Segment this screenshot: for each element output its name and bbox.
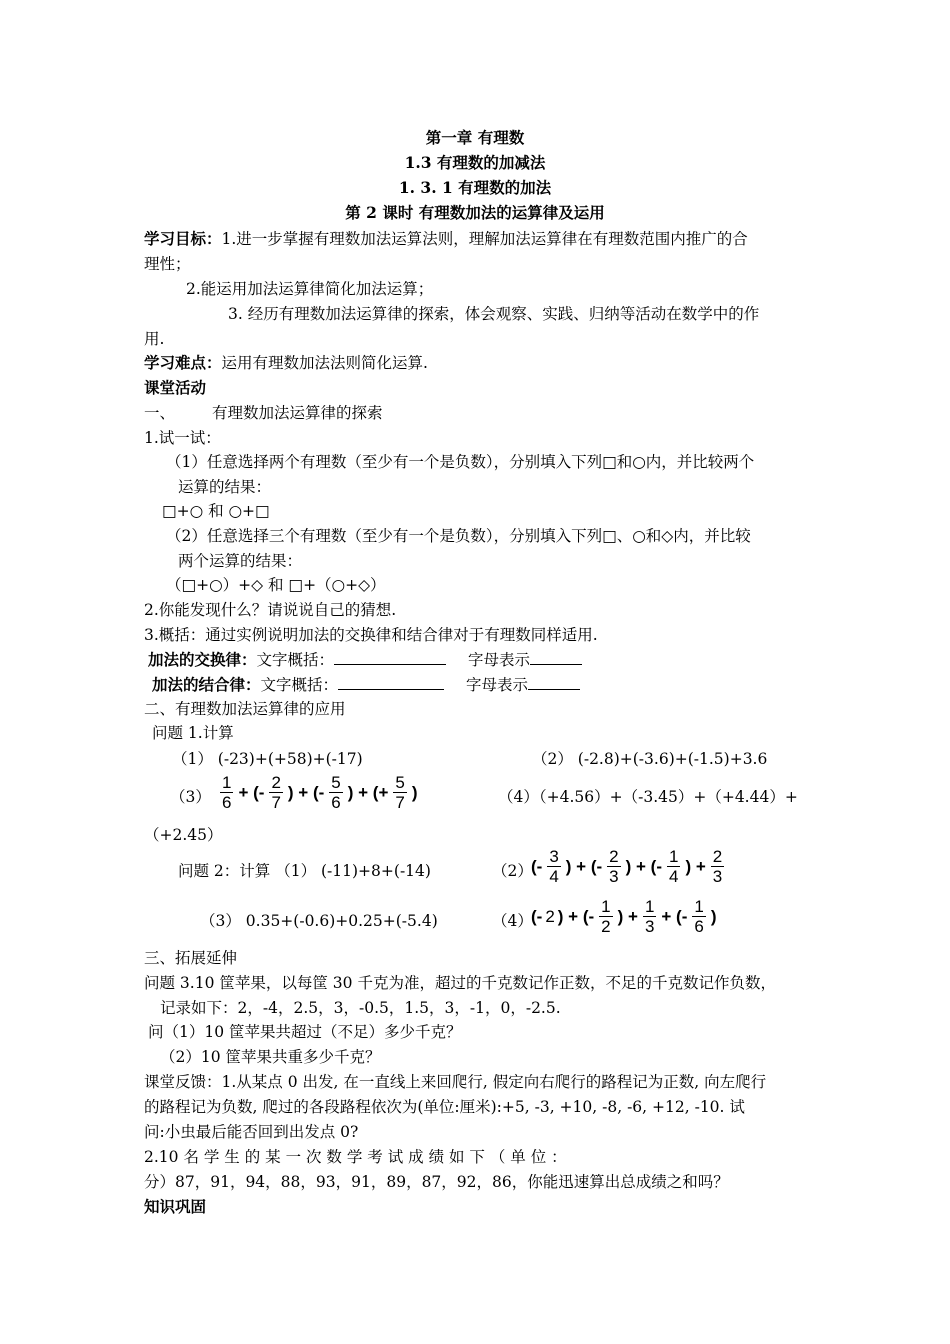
chapter-title: 第一章 有理数	[425, 128, 525, 147]
feedback-line-3: 问:小虫最后能否回到出发点 0?	[144, 1123, 359, 1141]
p2-item-4-expression: (- 2 ) + (- $\frac{1}{2}$ ) + $\frac{1}{3}$ + (- $\frac{1}{6}$ )	[531, 897, 717, 936]
q1-line-b: 运算的结果：	[178, 478, 272, 496]
q1-expression: □+○ 和 ○+□	[162, 502, 270, 520]
p2-item-4-label: （4）	[492, 912, 533, 930]
fraction: $\frac{3}{4}$	[549, 847, 559, 886]
commutative-letter-label: 字母表示	[468, 651, 531, 669]
problem3-line-c: 问（1）10 筐苹果共超过（不足）多少千克？	[148, 1023, 462, 1041]
commutative-label: 加法的交换律：	[148, 650, 257, 669]
associative-letter-blank[interactable]	[528, 675, 580, 690]
associative-letter-label: 字母表示	[466, 676, 529, 694]
lesson-title: 第 2 课时 有理数加法的运算律及运用	[345, 203, 605, 222]
goals-label: 学习目标：	[144, 229, 222, 248]
p1-item-3-expression: $\frac{1}{6}$ + (- $\frac{2}{7}$ ) + (- $\frac{5}{6}$ ) + (+ $\frac{5}{7}$ )	[222, 773, 418, 812]
p1-item-4: （4）（+4.56）+（-3.45）+（+4.44）+	[498, 788, 798, 806]
goal-1b: 理性；	[144, 255, 191, 273]
p2-item-2-label: （2）	[492, 862, 533, 880]
part3-heading: 三、拓展延伸	[144, 949, 238, 967]
feedback-line-2: 的路程记为负数, 爬过的各段路程依次为(单位:厘米):+5, -3, +10, -8, -6, +12, -10. 试	[144, 1098, 745, 1116]
difficulty-text: 运用有理数加法法则简化运算.	[221, 354, 428, 372]
p1-item-4-continued: （+2.45）	[144, 826, 223, 844]
q2-line-b: 两个运算的结果：	[178, 552, 303, 570]
fraction: $\frac{1}{6}$	[222, 773, 232, 812]
associative-label: 加法的结合律：	[152, 675, 261, 694]
problem3-line-d: （2）10 筐苹果共重多少千克？	[160, 1048, 381, 1066]
problem3-line-b: 记录如下：2，-4，2.5，3，-0.5，1.5，3，-1，0，-2.5.	[160, 999, 561, 1017]
part1-heading-text: 有理数加法运算律的探索	[212, 404, 383, 422]
consolidate-heading: 知识巩固	[144, 1197, 207, 1216]
discover-line: 2.你能发现什么？请说说自己的猜想.	[144, 601, 397, 619]
goal-3a: 3. 经历有理数加法运算律的探索，体会观察、实践、归纳等活动在数学中的作	[228, 305, 760, 323]
fraction: $\frac{2}{7}$	[271, 773, 281, 812]
commutative-line	[148, 650, 582, 670]
p1-item-3-label: （3）	[170, 788, 211, 806]
difficulty-label: 学习难点：	[144, 353, 222, 372]
fraction: $\frac{5}{6}$	[331, 773, 341, 812]
difficulty-line	[144, 353, 428, 373]
commutative-text-label: 文字概括：	[256, 651, 335, 669]
fraction: $\frac{1}{6}$	[694, 897, 704, 936]
goals-line-1	[144, 229, 748, 249]
p1-item-1: （1） (-23)+(+58)+(-17)	[172, 750, 363, 768]
subsection-title: 1. 3. 1 有理数的加法	[398, 178, 552, 197]
q1-line-a: （1）任意选择两个有理数（至少有一个是负数），分别填入下列□和○内，并比较两个	[166, 453, 755, 471]
fraction: $\frac{2}{3}$	[609, 847, 619, 886]
goal-3b: 用.	[144, 330, 165, 348]
problem3-line-a: 问题 3.10 筐苹果，以每筐 30 千克为准，超过的千克数记作正数，不足的千克数记作负数，	[144, 974, 776, 992]
part1-heading-num: 一、	[144, 404, 176, 422]
feedback-line-1: 课堂反馈：1.从某点 0 出发, 在一直线上来回爬行, 假定向右爬行的路程记为正数, 向左爬行	[144, 1073, 767, 1091]
goal-1a: 1.进一步掌握有理数加法运算法则，理解加法运算律在有理数范围内推广的合	[221, 230, 748, 248]
fraction: $\frac{2}{3}$	[712, 847, 723, 886]
commutative-text-blank[interactable]	[334, 650, 446, 665]
q2-line-a: （2）任意选择三个有理数（至少有一个是负数），分别填入下列□、○和◇内，并比较	[166, 527, 751, 545]
summary-line: 3.概括：通过实例说明加法的交换律和结合律对于有理数同样适用.	[144, 626, 598, 644]
commutative-letter-blank[interactable]	[530, 650, 582, 665]
associative-text-label: 文字概括：	[260, 676, 339, 694]
fraction: $\frac{1}{4}$	[668, 847, 679, 886]
goal-2: 2.能运用加法运算律简化加法运算；	[186, 280, 434, 298]
associative-line	[152, 675, 580, 695]
q2-expression: （□+○）+◇ 和 □+（○+◇）	[166, 576, 386, 594]
fraction: $\frac{1}{3}$	[644, 897, 655, 936]
problem2-title: 问题 2：计算 （1） (-11)+8+(-14)	[178, 862, 431, 880]
part2-heading: 二、有理数加法运算律的应用	[144, 700, 346, 718]
p2-item-3: （3） 0.35+(-0.6)+0.25+(-5.4)	[200, 912, 438, 930]
section-title: 1.3 有理数的加减法	[404, 153, 546, 172]
activity-heading: 课堂活动	[144, 378, 207, 397]
p1-item-2: （2） (-2.8)+(-3.6)+(-1.5)+3.6	[532, 750, 768, 768]
feedback-line-5: 分）87，91，94，88，93，91，89，87，92，86，你能迅速算出总成绩之和吗？	[144, 1173, 729, 1191]
fraction: $\frac{5}{7}$	[395, 773, 405, 812]
try-label: 1.试一试：	[144, 429, 221, 447]
feedback-line-4: 2.10 名 学 生 的 某 一 次 数 学 考 试 成 绩 如 下 （ 单 位 ：	[144, 1148, 567, 1166]
problem1-title: 问题 1.计算	[152, 724, 234, 742]
fraction: $\frac{1}{2}$	[601, 897, 611, 936]
p2-item-2-expression: (- $\frac{3}{4}$ ) + (- $\frac{2}{3}$ ) + (- $\frac{1}{4}$ ) + $\frac{2}{3}$	[531, 847, 723, 886]
associative-text-blank[interactable]	[338, 675, 444, 690]
